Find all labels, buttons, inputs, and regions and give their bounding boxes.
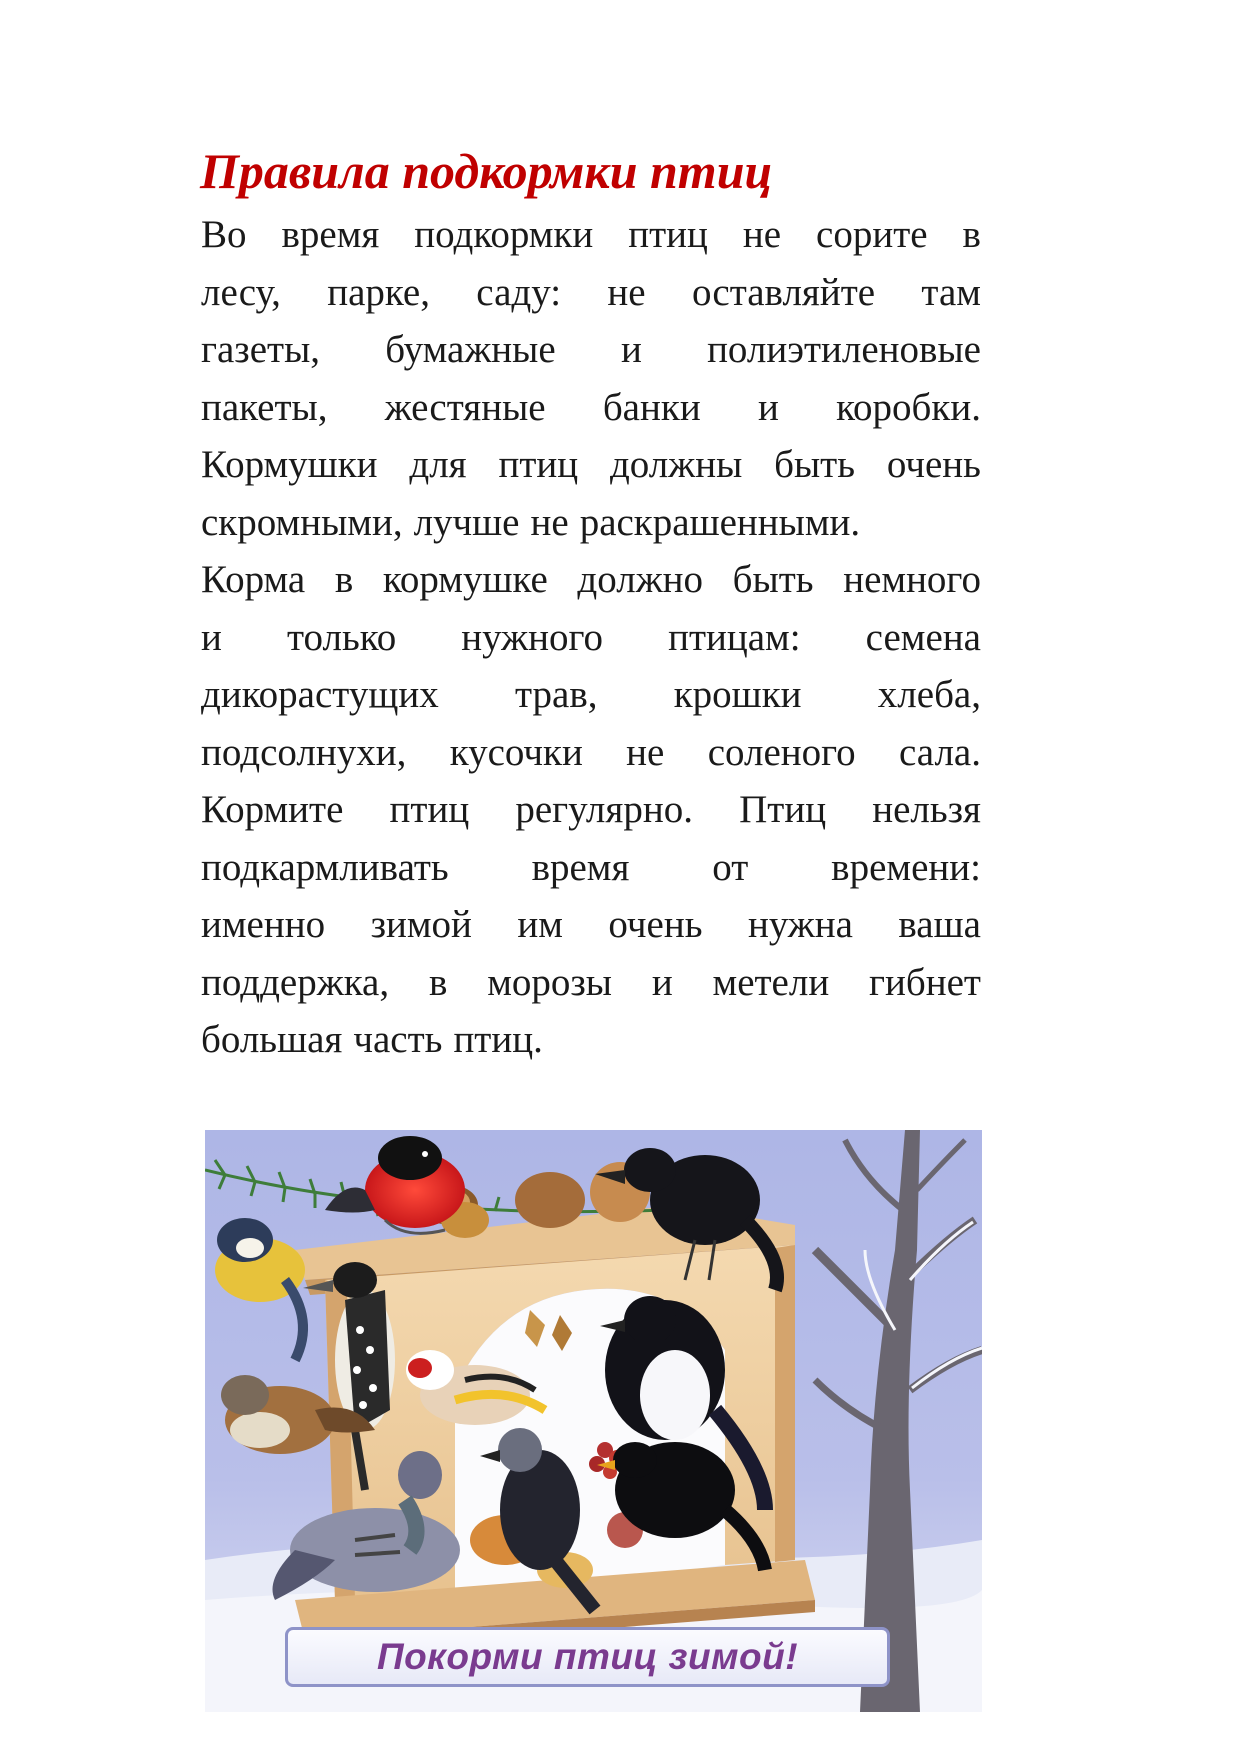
word: саду: bbox=[476, 270, 562, 314]
word: быть bbox=[774, 443, 856, 486]
word: нельзя bbox=[872, 788, 981, 831]
word: в bbox=[428, 960, 448, 1004]
word: бумажные bbox=[385, 328, 556, 371]
text-line bbox=[201, 839, 981, 897]
word: газеты, bbox=[201, 328, 321, 371]
word: время bbox=[531, 845, 630, 889]
text-line bbox=[201, 724, 981, 782]
text-line bbox=[201, 379, 981, 437]
word: время bbox=[281, 213, 380, 256]
word: хлеба, bbox=[877, 673, 981, 716]
text-line bbox=[201, 666, 981, 724]
word: пакеты, bbox=[201, 385, 328, 429]
text-line bbox=[201, 321, 981, 379]
text-line bbox=[201, 551, 981, 609]
word: крошки bbox=[673, 673, 802, 716]
caption-banner bbox=[285, 1627, 890, 1687]
body-paragraph bbox=[201, 206, 981, 1069]
text-line bbox=[201, 436, 981, 494]
word: оставляйте bbox=[691, 270, 876, 314]
word: и bbox=[757, 385, 779, 429]
word: соленого bbox=[707, 730, 856, 774]
word: кусочки bbox=[449, 730, 583, 774]
word: подсолнухи, bbox=[201, 730, 407, 774]
word: лучше bbox=[413, 500, 520, 544]
word: кормушке bbox=[382, 558, 548, 601]
word: скромными, bbox=[201, 500, 403, 544]
word: лесу, bbox=[201, 270, 281, 314]
word: подкармливать bbox=[201, 845, 449, 889]
word: морозы bbox=[487, 960, 612, 1004]
word: дикорастущих bbox=[201, 673, 439, 716]
word: только bbox=[286, 615, 397, 659]
bird-feeder-illustration bbox=[205, 1130, 982, 1712]
word: подкормки bbox=[414, 213, 594, 256]
word: Корма bbox=[201, 558, 306, 601]
word: нужна bbox=[747, 903, 853, 946]
word: и bbox=[201, 615, 222, 659]
text-line bbox=[201, 954, 981, 1012]
word: именно bbox=[201, 903, 326, 946]
word: регулярно. bbox=[515, 788, 693, 831]
word: немного bbox=[843, 558, 981, 601]
word: в bbox=[334, 558, 354, 601]
winter-feeder-picture bbox=[205, 1130, 982, 1712]
text-line bbox=[201, 781, 981, 839]
word: метели bbox=[712, 960, 830, 1004]
word: быть bbox=[732, 558, 814, 601]
word: там bbox=[921, 270, 981, 314]
word: птиц bbox=[628, 213, 708, 256]
word: очень bbox=[886, 443, 981, 486]
word: зимой bbox=[370, 903, 472, 946]
word: банки bbox=[602, 385, 701, 429]
word: не bbox=[742, 213, 782, 256]
word: и bbox=[651, 960, 673, 1004]
word: не bbox=[607, 270, 646, 314]
word: птиц bbox=[498, 443, 579, 486]
text-line bbox=[201, 494, 981, 552]
word: Кормите bbox=[201, 788, 344, 831]
word: должно bbox=[577, 558, 704, 601]
word: очень bbox=[608, 903, 703, 946]
text-line bbox=[201, 1011, 981, 1069]
word: от bbox=[712, 845, 749, 889]
word: времени: bbox=[831, 845, 981, 889]
text-line bbox=[201, 609, 981, 667]
word: раскрашенными. bbox=[579, 500, 861, 544]
word: жестяные bbox=[384, 385, 546, 429]
text-line bbox=[201, 264, 981, 322]
word: ваша bbox=[898, 903, 981, 946]
word: полиэтиленовые bbox=[707, 328, 981, 371]
word: Во bbox=[201, 213, 247, 256]
word: коробки. bbox=[836, 385, 981, 429]
word: семена bbox=[865, 615, 981, 659]
word: сорите bbox=[816, 213, 928, 256]
word: большая bbox=[201, 1018, 343, 1061]
word: им bbox=[517, 903, 563, 946]
word: птиц. bbox=[453, 1018, 543, 1061]
word: Кормушки bbox=[201, 443, 378, 486]
word: парке, bbox=[327, 270, 430, 314]
word: и bbox=[620, 328, 642, 371]
word: трав, bbox=[514, 673, 598, 716]
word: в bbox=[962, 213, 981, 256]
word: сала. bbox=[899, 730, 981, 774]
word: должны bbox=[609, 443, 743, 486]
word: гибнет bbox=[869, 960, 981, 1004]
word: для bbox=[409, 443, 467, 486]
word: птицам: bbox=[668, 615, 801, 659]
page-title: Правила подкормки птиц bbox=[200, 143, 773, 199]
word: птиц bbox=[389, 788, 470, 831]
word: не bbox=[626, 730, 665, 774]
word: поддержка, bbox=[201, 960, 390, 1004]
word: часть bbox=[353, 1018, 443, 1061]
word: не bbox=[530, 500, 569, 544]
caption-text: Покорми птиц зимой! bbox=[376, 1636, 799, 1677]
word: Птиц bbox=[739, 788, 827, 831]
text-line bbox=[201, 206, 981, 264]
word: нужного bbox=[461, 615, 603, 659]
text-line bbox=[201, 896, 981, 954]
